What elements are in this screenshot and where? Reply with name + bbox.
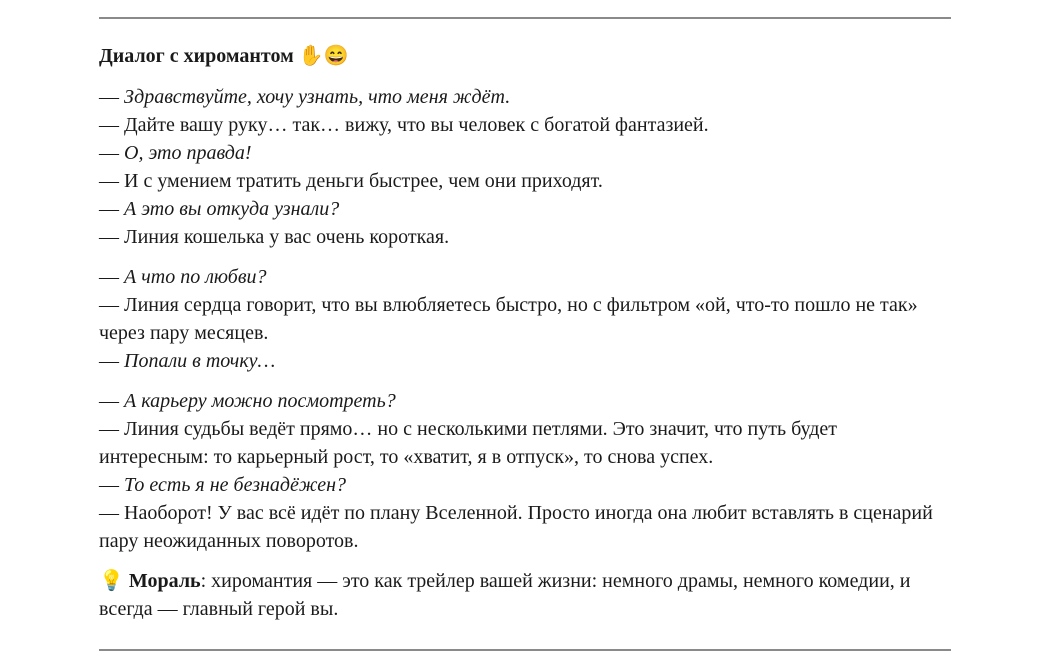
line-text: Попали в точку…	[124, 350, 276, 372]
lightbulb-icon: 💡	[99, 570, 124, 592]
dash: —	[99, 226, 124, 248]
dash: —	[99, 418, 124, 440]
dash: —	[99, 350, 124, 372]
client-line	[99, 263, 951, 291]
dash: —	[99, 294, 124, 316]
dash: —	[99, 390, 124, 412]
line-text: Здравствуйте, хочу узнать, что меня ждёт.	[124, 86, 511, 108]
client-line	[99, 195, 951, 223]
dash: —	[99, 474, 124, 496]
palmist-line	[99, 499, 951, 555]
dialog-block	[99, 83, 951, 251]
moral-label: Мораль	[128, 570, 201, 592]
moral-text: : хиромантия — это как трейлер вашей жизни: немного драмы, немного комедии, и всегда — главный герой вы.	[99, 570, 911, 620]
dash: —	[99, 198, 124, 220]
moral-paragraph	[99, 567, 951, 623]
client-line	[99, 139, 951, 167]
dash: —	[99, 86, 124, 108]
dialog-block	[99, 263, 951, 375]
line-text: Линия судьбы ведёт прямо… но с несколькими петлями. Это значит, что путь будет интересным: то карьерный рост, то «хватит, я в отпуск», то снова успех.	[99, 418, 838, 468]
line-text: Наоборот! У вас всё идёт по плану Вселенной. Просто иногда она любит вставлять в сценарий пару неожиданных поворотов.	[99, 502, 933, 552]
line-text: То есть я не безнадёжен?	[124, 474, 347, 496]
line-text: А что по любви?	[124, 266, 267, 288]
dialog	[99, 83, 951, 555]
client-line	[99, 83, 951, 111]
title-text: Диалог с хиромантом	[99, 45, 294, 67]
line-text: Линия сердца говорит, что вы влюбляетесь быстро, но с фильтром «ой, что-то пошло не так» через пару месяцев.	[99, 294, 918, 344]
line-text: О, это правда!	[124, 142, 252, 164]
client-line	[99, 347, 951, 375]
dash: —	[99, 266, 124, 288]
article	[99, 41, 951, 623]
line-text: И с умением тратить деньги быстрее, чем они приходят.	[124, 170, 603, 192]
line-text: А это вы откуда узнали?	[124, 198, 340, 220]
line-text: Линия кошелька у вас очень короткая.	[124, 226, 450, 248]
dash: —	[99, 170, 124, 192]
line-text: А карьеру можно посмотреть?	[124, 390, 396, 412]
dash: —	[99, 142, 124, 164]
article-title	[99, 41, 951, 71]
hand-smile-emoji-icon: ✋😄	[298, 45, 349, 67]
dash: —	[99, 502, 124, 524]
palmist-line	[99, 291, 951, 347]
palmist-line	[99, 167, 951, 195]
palmist-line	[99, 111, 951, 139]
dialog-block	[99, 387, 951, 555]
palmist-line	[99, 223, 951, 251]
client-line	[99, 387, 951, 415]
palmist-line	[99, 415, 951, 471]
client-line	[99, 471, 951, 499]
line-text: Дайте вашу руку… так… вижу, что вы человек с богатой фантазией.	[124, 114, 709, 136]
top-divider	[99, 17, 951, 19]
dash: —	[99, 114, 124, 136]
bottom-divider	[99, 649, 951, 651]
